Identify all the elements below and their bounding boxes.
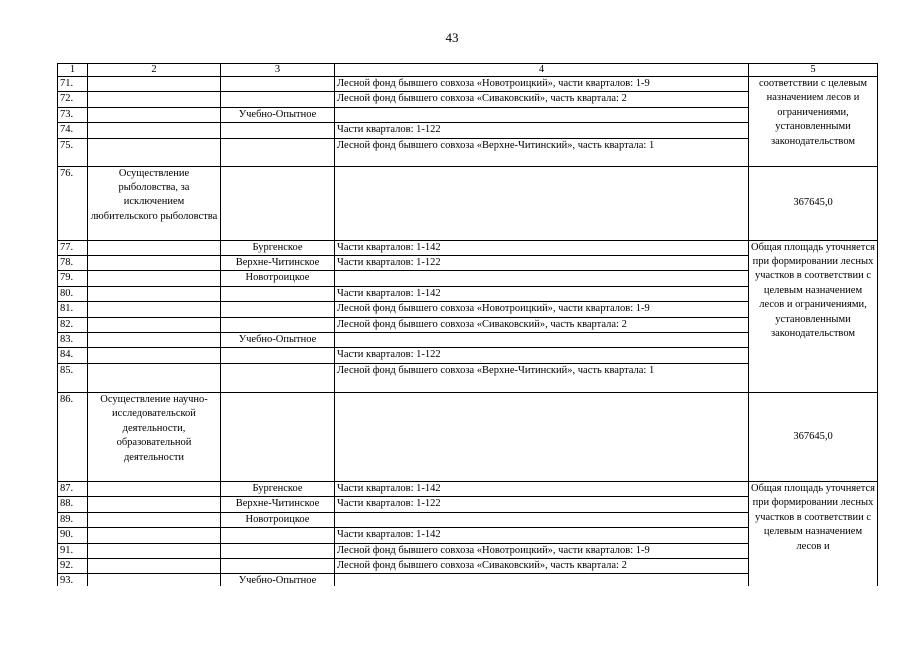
row-number: 75. [58, 138, 88, 166]
forestry-cell: Новотроицкое [221, 512, 335, 527]
activity-cell [88, 333, 221, 348]
column-header: 2 [88, 64, 221, 77]
table-row [58, 240, 878, 255]
activity-cell [88, 302, 221, 317]
forest-use-table [57, 63, 878, 590]
table-row [58, 392, 878, 481]
activity-cell [88, 543, 221, 558]
forestry-cell [221, 286, 335, 301]
row-number: 77. [58, 240, 88, 255]
note-cell: соответствии с целевым назначением лесов и ограничениями, установленными законодательством [749, 77, 878, 167]
row-number: 91. [58, 543, 88, 558]
forestry-cell: Учебно-Опытное [221, 107, 335, 122]
column-header: 1 [58, 64, 88, 77]
quarters-cell: Части кварталов: 1-122 [335, 497, 749, 512]
activity-cell [88, 481, 221, 496]
column-header: 3 [221, 64, 335, 77]
forestry-cell [221, 317, 335, 332]
quarters-cell: Лесной фонд бывшего совхоза «Новотроицкий», части кварталов: 1-9 [335, 543, 749, 558]
row-number: 73. [58, 107, 88, 122]
row-number: 92. [58, 558, 88, 573]
row-number: 76. [58, 166, 88, 240]
column-header: 5 [749, 64, 878, 77]
row-number: 71. [58, 77, 88, 92]
row-number: 82. [58, 317, 88, 332]
quarters-cell: Части кварталов: 1-142 [335, 481, 749, 496]
forestry-cell: Новотроицкое [221, 271, 335, 286]
forestry-cell [221, 77, 335, 92]
forestry-cell: Учебно-Опытное [221, 574, 335, 589]
quarters-cell: Части кварталов: 1-122 [335, 348, 749, 363]
quarters-cell: Части кварталов: 1-142 [335, 240, 749, 255]
activity-cell [88, 271, 221, 286]
row-number: 89. [58, 512, 88, 527]
table-row [58, 481, 878, 496]
activity-cell [88, 497, 221, 512]
page-bottom-margin [0, 586, 904, 646]
row-number: 87. [58, 481, 88, 496]
activity-cell [88, 240, 221, 255]
column-header: 4 [335, 64, 749, 77]
quarters-cell: Лесной фонд бывшего совхоза «Верхне-Читинский», часть квартала: 1 [335, 363, 749, 392]
quarters-cell: Лесной фонд бывшего совхоза «Верхне-Читинский», часть квартала: 1 [335, 138, 749, 166]
forestry-cell [221, 123, 335, 138]
forestry-cell: Верхне-Читинское [221, 497, 335, 512]
page-number: 43 [445, 30, 459, 45]
quarters-cell [335, 166, 749, 240]
row-number: 79. [58, 271, 88, 286]
activity-cell [88, 363, 221, 392]
row-number: 78. [58, 256, 88, 271]
activity-cell [88, 256, 221, 271]
quarters-cell [335, 512, 749, 527]
activity-cell [88, 92, 221, 107]
row-number: 93. [58, 574, 88, 589]
note-cell: Общая площадь уточняется при формировании лесных участков в соответствии с целевым назначением лесов и ограничениями, установленными законодательством [749, 240, 878, 392]
forestry-cell: Бургенское [221, 481, 335, 496]
row-number: 85. [58, 363, 88, 392]
quarters-cell: Части кварталов: 1-122 [335, 123, 749, 138]
quarters-cell [335, 271, 749, 286]
quarters-cell: Лесной фонд бывшего совхоза «Новотроицкий», части кварталов: 1-9 [335, 77, 749, 92]
forestry-cell [221, 392, 335, 481]
quarters-cell: Лесной фонд бывшего совхоза «Сиваковский», часть квартала: 2 [335, 317, 749, 332]
activity-cell [88, 558, 221, 573]
area-cell: 367645,0 [749, 166, 878, 240]
forestry-cell [221, 138, 335, 166]
quarters-cell: Лесной фонд бывшего совхоза «Сиваковский», часть квартала: 2 [335, 558, 749, 573]
forestry-cell [221, 302, 335, 317]
forestry-cell [221, 558, 335, 573]
forestry-cell [221, 348, 335, 363]
activity-cell [88, 123, 221, 138]
row-number: 80. [58, 286, 88, 301]
activity-cell [88, 138, 221, 166]
table-row [58, 77, 878, 92]
activity-cell [88, 286, 221, 301]
forestry-cell [221, 543, 335, 558]
quarters-cell [335, 333, 749, 348]
activity-cell [88, 317, 221, 332]
area-cell: 367645,0 [749, 392, 878, 481]
forestry-cell: Верхне-Читинское [221, 256, 335, 271]
row-number: 88. [58, 497, 88, 512]
quarters-cell [335, 392, 749, 481]
forestry-cell [221, 92, 335, 107]
table-row [58, 166, 878, 240]
quarters-cell: Части кварталов: 1-122 [335, 256, 749, 271]
row-number: 84. [58, 348, 88, 363]
row-number: 74. [58, 123, 88, 138]
row-number: 90. [58, 528, 88, 543]
row-number: 72. [58, 92, 88, 107]
forestry-cell [221, 363, 335, 392]
activity-cell: Осуществление рыболовства, за исключением любительского рыболовства [88, 166, 221, 240]
forestry-cell [221, 166, 335, 240]
activity-cell [88, 512, 221, 527]
quarters-cell: Части кварталов: 1-142 [335, 528, 749, 543]
activity-cell [88, 528, 221, 543]
forestry-cell: Бургенское [221, 240, 335, 255]
forestry-cell [221, 528, 335, 543]
quarters-cell: Части кварталов: 1-142 [335, 286, 749, 301]
row-number: 86. [58, 392, 88, 481]
forestry-cell: Учебно-Опытное [221, 333, 335, 348]
column-header-row [58, 64, 878, 77]
quarters-cell: Лесной фонд бывшего совхоза «Сиваковский», часть квартала: 2 [335, 92, 749, 107]
note-cell: Общая площадь уточняется при формировании лесных участков в соответствии с целевым назначением лесов и [749, 481, 878, 589]
row-number: 81. [58, 302, 88, 317]
quarters-cell [335, 107, 749, 122]
activity-cell: Осуществление научно-исследовательской деятельности, образовательной деятельности [88, 392, 221, 481]
activity-cell [88, 348, 221, 363]
activity-cell [88, 77, 221, 92]
activity-cell [88, 107, 221, 122]
row-number: 83. [58, 333, 88, 348]
quarters-cell: Лесной фонд бывшего совхоза «Новотроицкий», части кварталов: 1-9 [335, 302, 749, 317]
